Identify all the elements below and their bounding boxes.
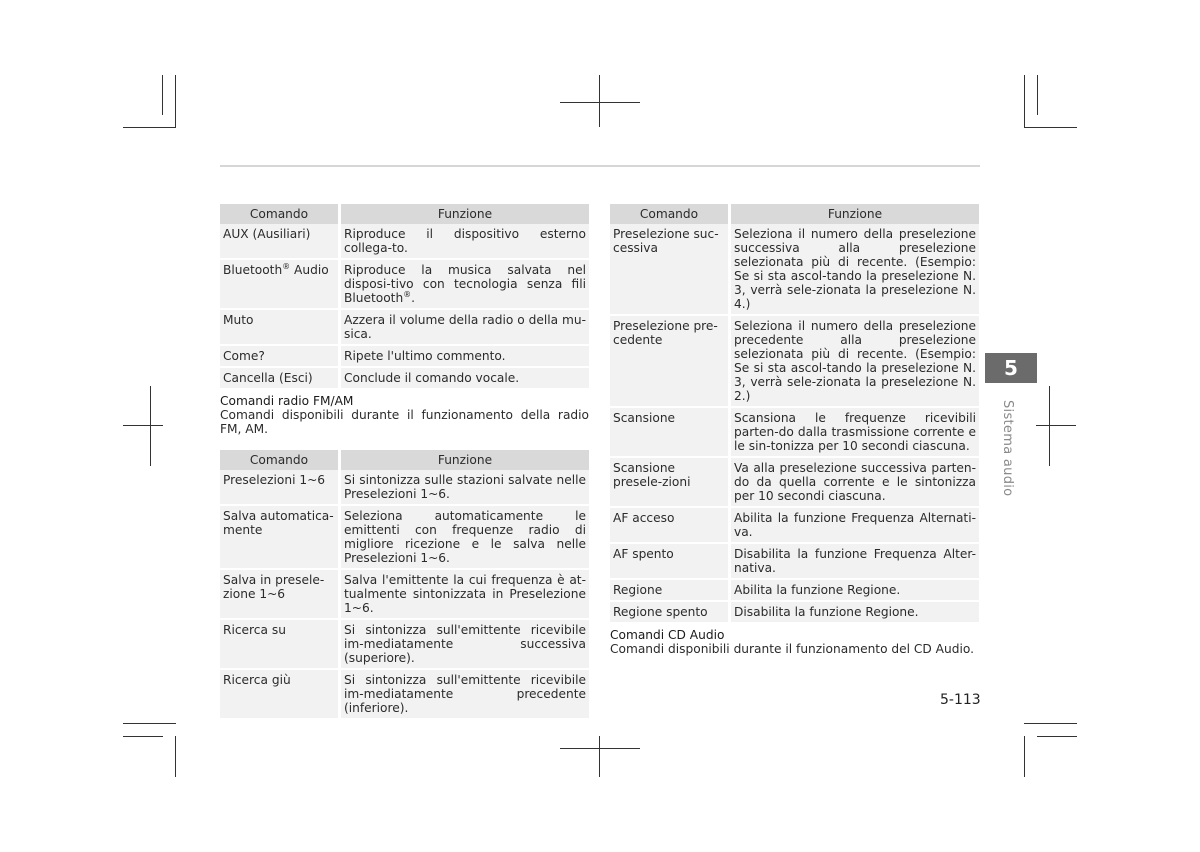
- header-comando: Comando: [220, 450, 340, 470]
- header-funzione: Funzione: [340, 204, 590, 224]
- crop-mark: [123, 425, 163, 426]
- table-row: [610, 543, 979, 579]
- command-cell: Cancella (Esci): [220, 367, 340, 389]
- function-cell: Si sintonizza sulle stazioni salvate nelle Preselezioni 1~6.: [340, 470, 590, 505]
- function-cell: Abilita la funzione Frequenza Alternati-va.: [730, 507, 980, 543]
- command-text: Bluetooth: [223, 263, 283, 277]
- table-row: [610, 224, 979, 315]
- header-comando: Comando: [220, 204, 340, 224]
- command-cell: Muto: [220, 309, 340, 345]
- function-text: Riproduce la musica salvata nel disposi-tivo con tecnologia senza fili Bluetooth: [344, 263, 586, 305]
- function-cell: Scansiona le frequenze ricevibili parten-do dalla trasmissione corrente e le sin-tonizza per 10 secondi ciascuna.: [730, 407, 980, 457]
- function-cell: Azzera il volume della radio o della mu-sica.: [340, 309, 590, 345]
- command-cell: Scansione: [610, 407, 730, 457]
- crop-mark: [123, 723, 176, 724]
- command-cell: AF acceso: [610, 507, 730, 543]
- command-text-suffix: Audio: [290, 263, 329, 277]
- command-cell: [220, 259, 340, 309]
- radio-commands-table: [220, 450, 589, 720]
- section-text-radio: Comandi disponibili durante il funzionamento della radio FM, AM.: [220, 408, 589, 436]
- crop-mark: [1036, 425, 1076, 426]
- table-row: [220, 470, 589, 505]
- crop-mark: [175, 75, 176, 128]
- table-row: [220, 619, 589, 669]
- crop-mark: [175, 736, 176, 777]
- table-row: [220, 669, 589, 719]
- crop-mark: [1024, 723, 1077, 724]
- crop-mark: [1037, 75, 1038, 115]
- chapter-label: Sistema audio: [1000, 400, 1015, 497]
- function-text-suffix: .: [411, 291, 416, 305]
- table-row: [220, 367, 589, 389]
- crop-mark: [150, 386, 151, 466]
- table-row: [610, 315, 979, 407]
- right-column: [610, 204, 979, 670]
- function-cell: Si sintonizza sull'emittente ricevibile im-mediatamente successiva (superiore).: [340, 619, 590, 669]
- registered-mark: ®: [403, 289, 412, 299]
- function-cell: Seleziona automaticamente le emittenti con frequenze radio di migliore ricezione e le salva nelle Preselezioni 1~6.: [340, 505, 590, 569]
- table-row: [610, 407, 979, 457]
- command-cell: Scansione presele-zioni: [610, 457, 730, 507]
- table-row: [610, 507, 979, 543]
- header-rule: [220, 165, 980, 167]
- header-funzione: Funzione: [340, 450, 590, 470]
- radio-commands-table-continued: [610, 204, 979, 624]
- function-cell: Disabilita la funzione Regione.: [730, 601, 980, 623]
- left-column: [220, 204, 589, 720]
- crop-mark: [1024, 736, 1025, 777]
- crop-mark: [123, 127, 176, 128]
- table-row: [220, 569, 589, 619]
- section-title-cd: Comandi CD Audio: [610, 628, 725, 642]
- section-text-cd: Comandi disponibili durante il funzionamento del CD Audio.: [610, 642, 974, 656]
- function-cell: Disabilita la funzione Frequenza Alter-nativa.: [730, 543, 980, 579]
- chapter-number-tab: 5: [985, 353, 1037, 383]
- registered-mark: ®: [282, 261, 291, 271]
- crop-mark: [1049, 386, 1050, 466]
- crop-mark: [599, 75, 600, 127]
- function-cell: Seleziona il numero della preselezione successiva alla preselezione selezionata più di recente. (Esempio: Se si sta ascol-tando la preselezione N. 3, verrà sele-zionata la preselezione N. 4.): [730, 224, 980, 315]
- command-cell: Preselezione pre-cedente: [610, 315, 730, 407]
- function-cell: Ripete l'ultimo commento.: [340, 345, 590, 367]
- command-cell: AF spento: [610, 543, 730, 579]
- function-cell: Riproduce il dispositivo esterno collega-to.: [340, 224, 590, 259]
- command-cell: Preselezioni 1~6: [220, 470, 340, 505]
- function-cell: Salva l'emittente la cui frequenza è at-tualmente sintonizzata in Preselezione 1~6.: [340, 569, 590, 619]
- table-row: [220, 309, 589, 345]
- table-row: [220, 345, 589, 367]
- function-cell: [340, 259, 590, 309]
- command-cell: Salva in presele-zione 1~6: [220, 569, 340, 619]
- command-cell: Salva automatica-mente: [220, 505, 340, 569]
- function-cell: Si sintonizza sull'emittente ricevibile im-mediatamente precedente (inferiore).: [340, 669, 590, 719]
- command-cell: Regione spento: [610, 601, 730, 623]
- crop-mark: [1024, 127, 1077, 128]
- crop-mark: [599, 736, 600, 777]
- page-number: 5-113: [940, 692, 981, 708]
- header-comando: Comando: [610, 204, 730, 224]
- function-cell: Abilita la funzione Regione.: [730, 579, 980, 601]
- crop-mark: [1037, 736, 1077, 737]
- table-row: [610, 579, 979, 601]
- table-row: [610, 457, 979, 507]
- table-row: [610, 601, 979, 623]
- crop-mark: [560, 748, 640, 749]
- voice-commands-table: [220, 204, 589, 390]
- command-cell: Ricerca su: [220, 619, 340, 669]
- crop-mark: [1024, 75, 1025, 128]
- command-cell: AUX (Ausiliari): [220, 224, 340, 259]
- command-cell: Regione: [610, 579, 730, 601]
- crop-mark: [560, 102, 640, 103]
- section-title-radio: Comandi radio FM/AM: [220, 394, 354, 408]
- table-row: [220, 224, 589, 259]
- table-row: [220, 259, 589, 309]
- function-cell: Va alla preselezione successiva parten-do da quella corrente e le sintonizza per 10 secondi ciascuna.: [730, 457, 980, 507]
- function-cell: Seleziona il numero della preselezione precedente alla preselezione selezionata più di recente. (Esempio: Se si sta ascol-tando la preselezione N. 3, verrà sele-zionata la preselezione N. 2.): [730, 315, 980, 407]
- crop-mark: [162, 75, 163, 115]
- function-cell: Conclude il comando vocale.: [340, 367, 590, 389]
- table-row: [220, 505, 589, 569]
- crop-mark: [123, 736, 163, 737]
- command-cell: Preselezione suc-cessiva: [610, 224, 730, 315]
- header-funzione: Funzione: [730, 204, 980, 224]
- command-cell: Ricerca giù: [220, 669, 340, 719]
- command-cell: Come?: [220, 345, 340, 367]
